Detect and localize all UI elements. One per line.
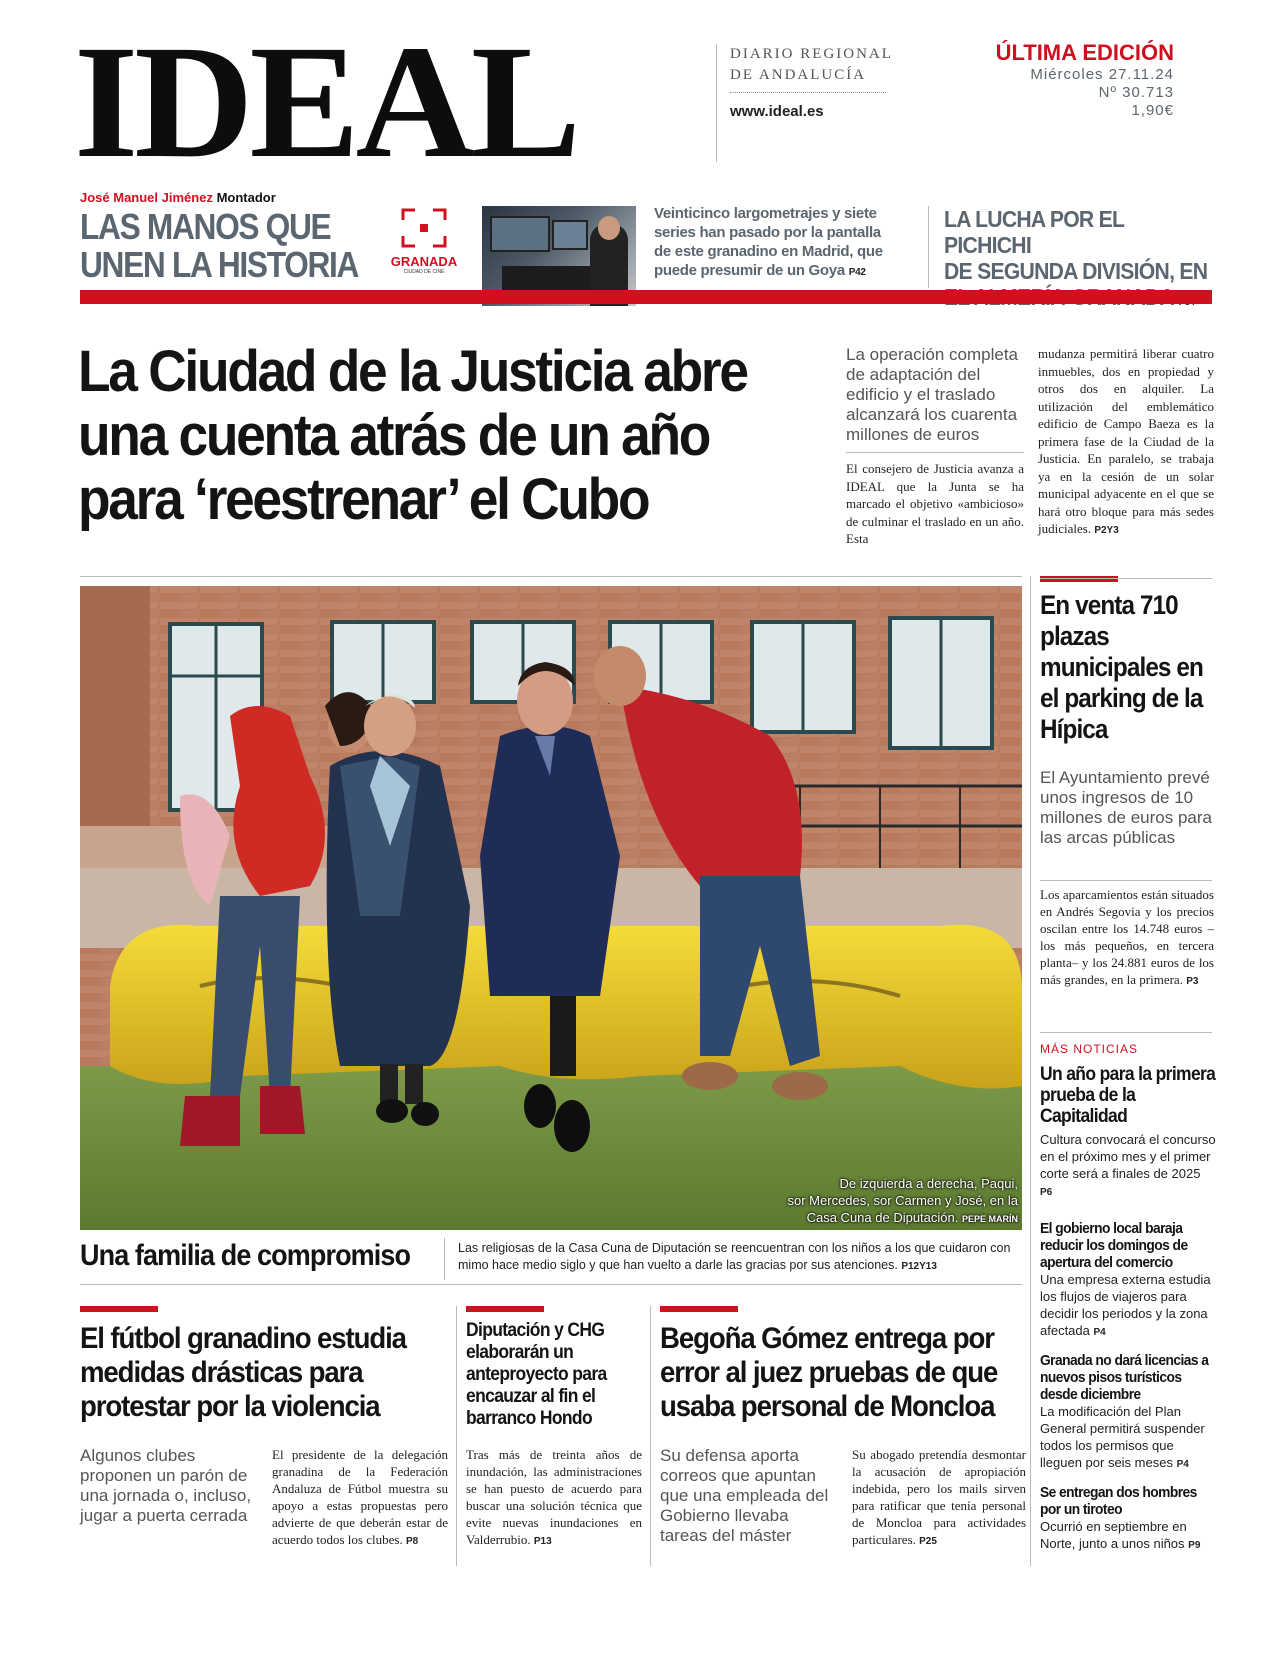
main-photo bbox=[80, 586, 1022, 1230]
parking-body-text: Los aparcamientos están situados en Andrés Segovia y los precios oscilan entre los 14.748 euros –los más pequeños, en tercera planta– y los 24.881 euros de los más grandes, en la primera. bbox=[1040, 887, 1214, 987]
mas-noticias-item-1[interactable] bbox=[1040, 1064, 1216, 1201]
news-ref: P4 bbox=[1093, 1327, 1106, 1338]
promo-divider bbox=[928, 206, 929, 288]
granada-logo-sub: CIUDAD DE CINE bbox=[403, 269, 445, 275]
promo-headline-line-1: LAS MANOS QUE bbox=[80, 206, 331, 247]
begona-red-accent bbox=[660, 1306, 738, 1312]
promo-left-text bbox=[654, 204, 894, 282]
futbol-ref: P8 bbox=[405, 1536, 419, 1547]
masthead-logo: IDEAL bbox=[74, 13, 578, 192]
masthead-website[interactable]: www.ideal.es bbox=[730, 103, 824, 120]
photo-scene bbox=[80, 586, 1022, 1230]
photo-top-rule bbox=[80, 576, 1022, 577]
promo-left-headline[interactable] bbox=[80, 208, 358, 284]
photo-bottom-rule bbox=[80, 1284, 1022, 1285]
edition-price: 1,90€ bbox=[1131, 102, 1174, 119]
caption-line-3: Casa Cuna de Diputación. bbox=[806, 1210, 959, 1225]
news-title: El gobierno local baraja reducir los domingos de apertura del comercio bbox=[1040, 1220, 1188, 1271]
promo-text: Veinticinco largometrajes y siete series han pasado por la pantalla de este granadino en Madrid, que puede presumir de un Goya bbox=[654, 205, 883, 279]
news-ref: P4 bbox=[1176, 1459, 1189, 1470]
right-col-divider bbox=[1030, 576, 1031, 1566]
main-body-col2 bbox=[1038, 345, 1214, 540]
news-title: Un año para la primera prueba de la Capitalidad bbox=[1040, 1064, 1216, 1127]
begona-ref: P25 bbox=[919, 1536, 937, 1547]
parking-lead: El Ayuntamiento prevé unos ingresos de 10 millones de euros para las arcas públicas bbox=[1040, 768, 1212, 847]
masthead-divider bbox=[716, 44, 717, 162]
barranco-body bbox=[466, 1446, 642, 1550]
granada-cine-logo bbox=[380, 206, 468, 280]
news-ref: P9 bbox=[1188, 1540, 1201, 1551]
photo-story-text bbox=[458, 1240, 1020, 1275]
news-text: Cultura convocará el concurso en el próximo mes y el primer corte será a finales de 2025 bbox=[1040, 1132, 1216, 1181]
mas-noticias-item-4[interactable] bbox=[1040, 1484, 1216, 1554]
bottom-col-divider-2 bbox=[650, 1306, 651, 1566]
futbol-body-text: El presidente de la delegación granadina de la Federación Andaluza de Fútbol muestra su apoyo a estas propuestas pero advierte de que deberán estar de acuerdo todos los clubes. bbox=[272, 1447, 448, 1547]
masthead-tagline bbox=[730, 44, 893, 86]
byline-role: Montador bbox=[216, 190, 276, 205]
bottom-col-divider-1 bbox=[456, 1306, 457, 1566]
tagline-dotted-rule bbox=[730, 92, 886, 93]
tagline-line-1: DIARIO REGIONAL bbox=[730, 46, 893, 62]
begona-body bbox=[852, 1446, 1026, 1550]
futbol-lead: Algunos clubes proponen un parón de una jornada o, incluso, jugar a puerta cerrada bbox=[80, 1446, 252, 1525]
parking-body bbox=[1040, 886, 1214, 990]
main-headline-line-1: La Ciudad de la Justicia abre bbox=[78, 339, 747, 404]
parking-red-accent bbox=[1040, 576, 1118, 582]
news-ref: P6 bbox=[1040, 1187, 1053, 1198]
parking-lead-rule bbox=[1040, 880, 1212, 881]
barranco-ref: P13 bbox=[533, 1536, 552, 1547]
promo-left-byline bbox=[80, 190, 276, 205]
begona-lead: Su defensa aporta correos que apuntan que una empleada del Gobierno llevaba tareas del máster bbox=[660, 1446, 829, 1545]
news-title: Se entregan dos hombres por un tiroteo bbox=[1040, 1484, 1197, 1518]
mas-noticias-rule bbox=[1040, 1032, 1212, 1033]
barranco-red-accent bbox=[466, 1306, 544, 1312]
mas-noticias-item-2[interactable] bbox=[1040, 1220, 1216, 1341]
begona-headline[interactable]: Begoña Gómez entrega por error al juez pruebas de que usaba personal de Moncloa bbox=[660, 1322, 998, 1423]
main-lead: La operación completa de adaptación del edificio y el traslado alcanzará los cuarenta millones de euros bbox=[846, 345, 1019, 444]
edition-info bbox=[914, 40, 1174, 120]
granada-logo-text: GRANADA bbox=[390, 254, 458, 269]
promo-right-line-1: LA LUCHA POR EL PICHICHI bbox=[944, 206, 1124, 258]
mas-noticias-label: MÁS NOTICIAS bbox=[1040, 1042, 1139, 1056]
promo-right-line-2: DE SEGUNDA DIVISIÓN, EN bbox=[944, 258, 1208, 284]
main-body-col1: El consejero de Justicia avanza a IDEAL que la Junta se ha marcado el objetivo «ambicioso» de culminar el traslado en un año. Esta bbox=[846, 461, 1024, 546]
photo-story-title[interactable]: Una familia de compromiso bbox=[80, 1239, 411, 1272]
photo-story-divider bbox=[444, 1238, 445, 1280]
parking-headline[interactable]: En venta 710 plazas municipales en el parking de la Hípica bbox=[1040, 590, 1203, 744]
news-title: Granada no dará licencias a nuevos pisos turísticos desde diciembre bbox=[1040, 1352, 1209, 1403]
caption-line-2: sor Mercedes, sor Carmen y José, en la bbox=[787, 1193, 1018, 1208]
edition-label: ÚLTIMA EDICIÓN bbox=[995, 40, 1174, 65]
futbol-headline[interactable]: El fútbol granadino estudia medidas drásticas para protestar por la violencia bbox=[80, 1322, 406, 1423]
film-frame-icon bbox=[399, 206, 449, 250]
promo-red-bar bbox=[80, 290, 1212, 304]
edition-number: Nº 30.713 bbox=[1098, 84, 1174, 101]
main-lead-rule bbox=[846, 452, 1024, 453]
photo-story-body: Las religiosas de la Casa Cuna de Diputación se reencuentran con los niños a los que cuidaron con mimo hace medio siglo y que han vuelto a darle las gracias por sus atenciones. bbox=[458, 1241, 1011, 1272]
news-text: La modificación del Plan General permitirá suspender todos los permisos que lleguen por seis meses bbox=[1040, 1404, 1205, 1470]
begona-body-text: Su abogado pretendía desmontar la acusación de apropiación indebida, pero los mails sirven para ratificar que tenía personal de Moncloa para actividades particulares. bbox=[852, 1447, 1026, 1547]
promo-headline-line-2: UNEN LA HISTORIA bbox=[80, 244, 359, 285]
byline-name: José Manuel Jiménez bbox=[80, 190, 213, 205]
photo-caption bbox=[788, 1175, 1018, 1228]
mas-noticias-item-3[interactable] bbox=[1040, 1352, 1216, 1473]
photo-credit: PEPE MARÍN bbox=[961, 1214, 1018, 1224]
tagline-line-2: DE ANDALUCÍA bbox=[730, 67, 867, 83]
promo-left-ref: P42 bbox=[848, 267, 866, 278]
main-ref: P2Y3 bbox=[1094, 525, 1119, 536]
futbol-red-accent bbox=[80, 1306, 158, 1312]
main-headline[interactable] bbox=[78, 340, 747, 532]
edition-date: Miércoles 27.11.24 bbox=[1030, 66, 1174, 83]
photo-story-ref: P12Y13 bbox=[901, 1261, 937, 1272]
main-body-text: mudanza permitirá liberar cuatro inmuebles, dos en propiedad y otros dos en alquiler. La utilización del emblemático edificio de Campo Baeza es la primera fase de la Ciudad de la Justicia. En paralelo, se trabaja ya en la cesión de un solar municipal adyacente en el que se hará otro bloque para más sedes judiciales. bbox=[1038, 346, 1214, 536]
caption-line-1: De izquierda a derecha, Paqui, bbox=[839, 1176, 1018, 1191]
main-headline-line-3: para ‘reestrenar’ el Cubo bbox=[78, 467, 649, 532]
news-text: Una empresa externa estudia los flujos de viajeros para decidir los periodos y la zona afectada bbox=[1040, 1272, 1211, 1338]
main-headline-line-2: una cuenta atrás de un año bbox=[78, 403, 710, 468]
barranco-headline[interactable]: Diputación y CHG elaborarán un anteproyecto para encauzar al fin el barranco Hondo bbox=[466, 1320, 607, 1429]
futbol-body bbox=[272, 1446, 448, 1550]
parking-ref: P3 bbox=[1186, 976, 1199, 987]
barranco-body-text: Tras más de treinta años de inundación, las administraciones se han puesto de acuerdo para buscar una solución técnica que evite nuevas inundaciones en Valderrubio. bbox=[466, 1447, 642, 1547]
news-text: Ocurrió en septiembre en Norte, junto a unos niños bbox=[1040, 1519, 1187, 1551]
parking-top-rule bbox=[1040, 578, 1212, 579]
